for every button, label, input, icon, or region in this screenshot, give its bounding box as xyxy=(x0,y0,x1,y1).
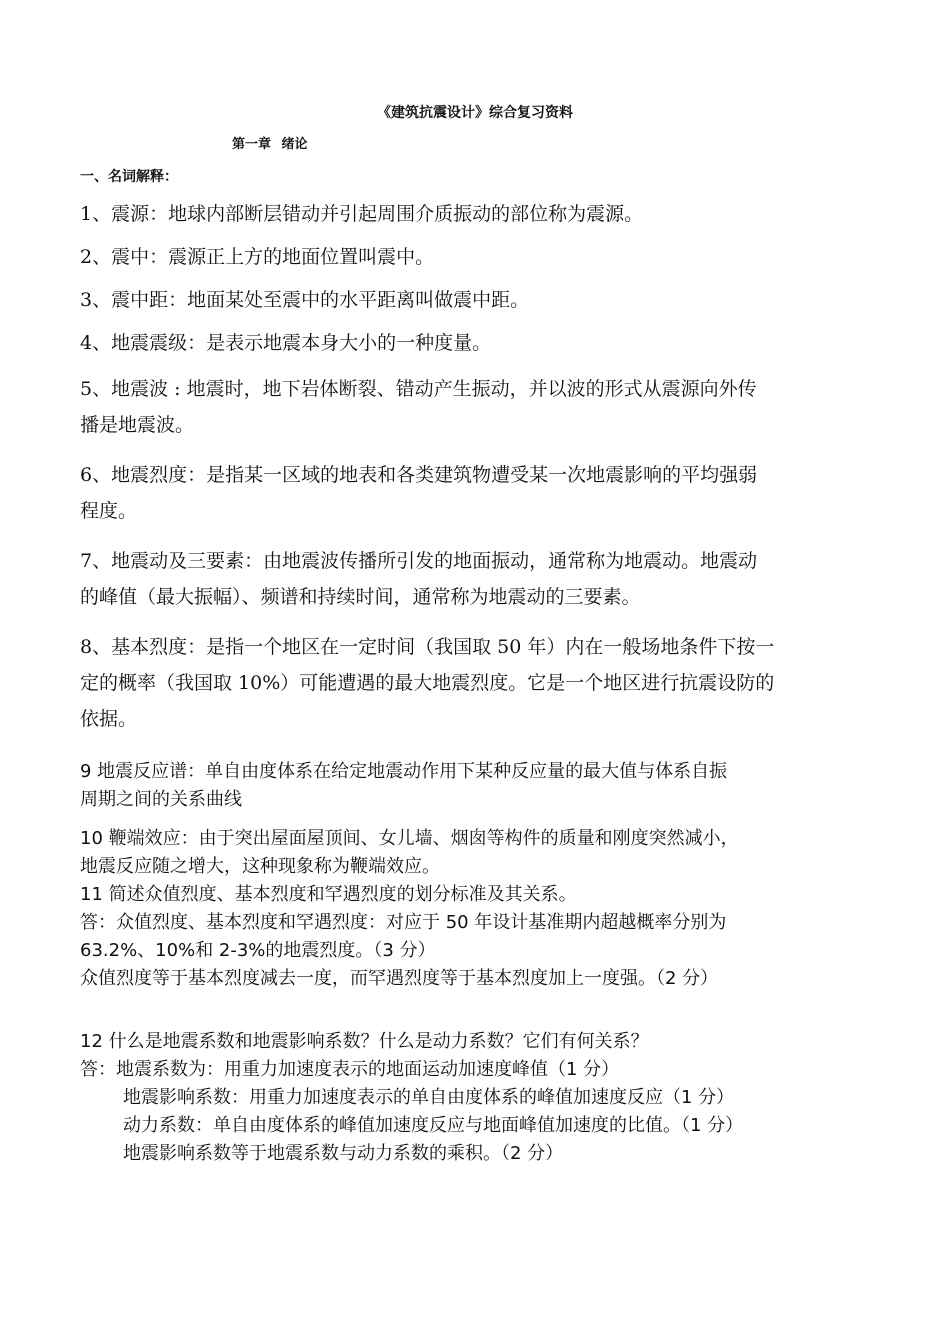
answer-12-line-2: 地震影响系数：用重力加速度表示的单自由度体系的峰值加速度反应（1 分） xyxy=(123,1087,735,1108)
term-4: 4、地震震级：是表示地震本身大小的一种度量。 xyxy=(80,332,492,354)
term-8-line-2: 定的概率（我国取 10%）可能遭遇的最大地震烈度。它是一个地区进行抗震设防的 xyxy=(80,672,775,694)
question-12 xyxy=(80,1028,880,1084)
answer-12-line-3: 动力系数：单自由度体系的峰值加速度反应与地面峰值加速度的比值。（1 分） xyxy=(123,1115,744,1136)
term-5-line-2: 播是地震波。 xyxy=(80,414,195,436)
term-10-line-2: 地震反应随之增大，这种现象称为鞭端效应。 xyxy=(80,856,440,877)
section-heading: 一、名词解释： xyxy=(80,169,178,185)
answer-12-line-4: 地震影响系数等于地震系数与动力系数的乘积。（2 分） xyxy=(123,1143,564,1164)
term-1: 1、震源：地球内部断层错动并引起周围介质振动的部位称为震源。 xyxy=(80,203,644,225)
term-7-line-1: 7、地震动及三要素：由地震波传播所引发的地面振动，通常称为地震动。地震动 xyxy=(80,550,758,572)
term-2: 2、震中：震源正上方的地面位置叫震中。 xyxy=(80,246,435,268)
document-title: 《建筑抗震设计》综合复习资料 xyxy=(377,105,573,121)
answer-11-line-3: 众值烈度等于基本烈度减去一度，而罕遇烈度等于基本烈度加上一度强。（2 分） xyxy=(80,968,719,989)
answer-11-line-1: 答：众值烈度、基本烈度和罕遇烈度：对应于 50 年设计基准期内超越概率分别为 xyxy=(80,912,727,933)
term-8-line-1: 8、基本烈度：是指一个地区在一定时间（我国取 50 年）内在一般场地条件下按一 xyxy=(80,636,775,658)
chapter-heading: 第一章 绪论 xyxy=(232,137,308,152)
term-3: 3、震中距：地面某处至震中的水平距离叫做震中距。 xyxy=(80,289,530,311)
term-9 xyxy=(80,758,880,814)
answer-12-details xyxy=(123,1084,923,1168)
term-8-line-3: 依据。 xyxy=(80,708,138,730)
answer-11-line-2: 63.2%、10%和 2-3%的地震烈度。（3 分） xyxy=(80,940,436,961)
question-11 xyxy=(80,881,880,993)
question-12-text: 12 什么是地震系数和地震影响系数？什么是动力系数？它们有何关系？ xyxy=(80,1031,649,1052)
term-9-line-2: 周期之间的关系曲线 xyxy=(80,789,242,810)
answer-12-line-1: 答：地震系数为：用重力加速度表示的地面运动加速度峰值（1 分） xyxy=(80,1059,620,1080)
term-10 xyxy=(80,825,880,881)
term-6-line-2: 程度。 xyxy=(80,500,138,522)
term-7-line-2: 的峰值（最大振幅）、频谱和持续时间，通常称为地震动的三要素。 xyxy=(80,586,641,608)
term-9-line-1: 9 地震反应谱：单自由度体系在给定地震动作用下某种反应量的最大值与体系自振 xyxy=(80,761,728,782)
term-6 xyxy=(80,457,880,529)
term-8 xyxy=(80,629,880,737)
term-7 xyxy=(80,543,880,615)
term-5-line-1: 5、地震波 : 地震时，地下岩体断裂、错动产生振动，并以波的形式从震源向外传 xyxy=(80,378,757,400)
question-11-text: 11 简述众值烈度、基本烈度和罕遇烈度的划分标准及其关系。 xyxy=(80,884,577,905)
term-10-line-1: 10 鞭端效应：由于突出屋面屋顶间、女儿墙、烟囱等构件的质量和刚度突然减小， xyxy=(80,828,739,849)
term-5 xyxy=(80,371,880,443)
term-6-line-1: 6、地震烈度：是指某一区域的地表和各类建筑物遭受某一次地震影响的平均强弱 xyxy=(80,464,758,486)
